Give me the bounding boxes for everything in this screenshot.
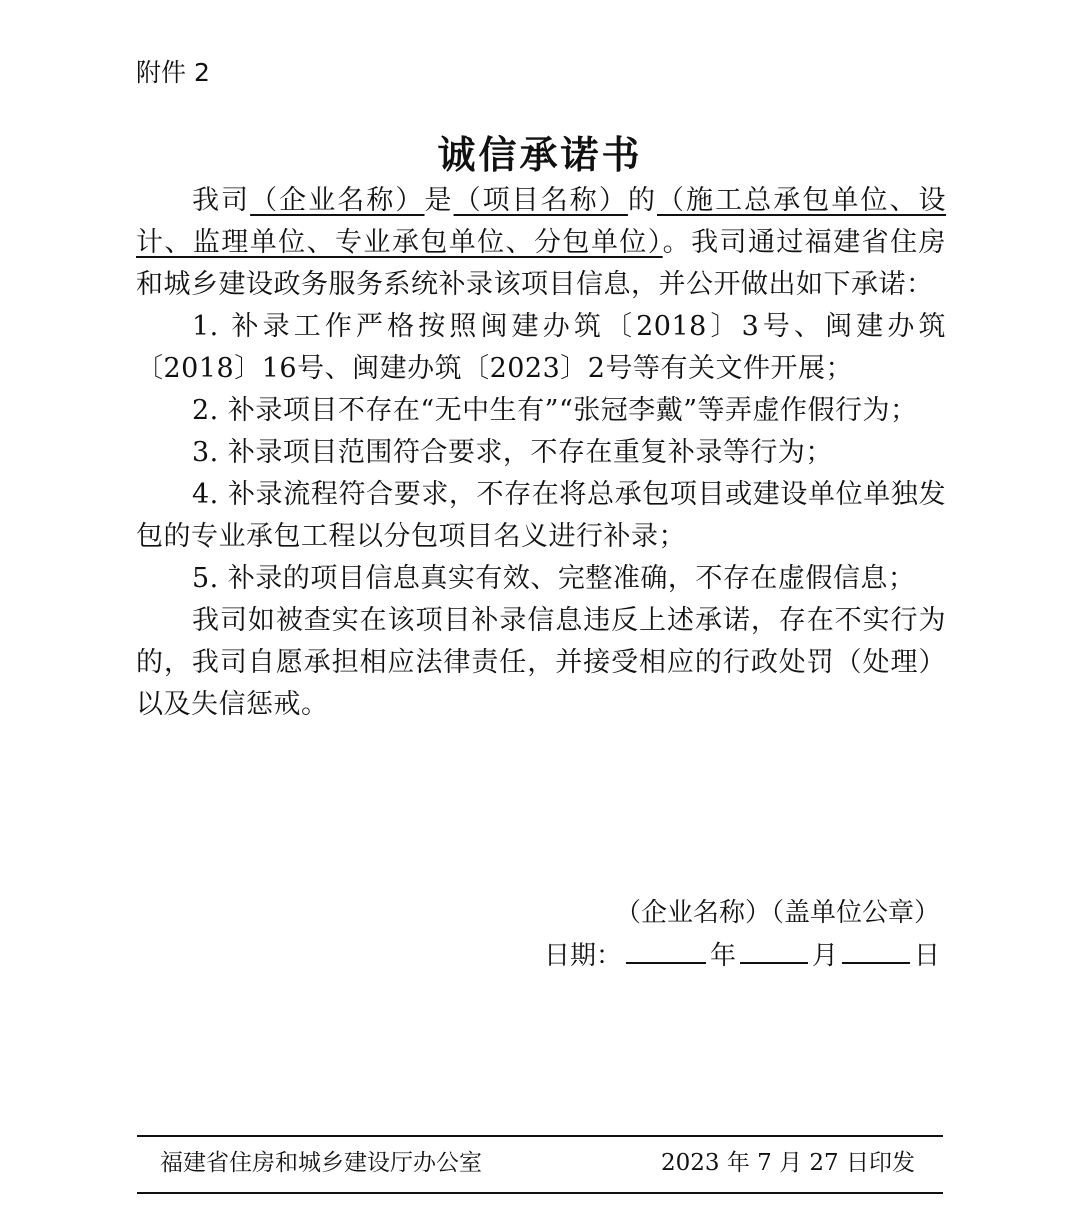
- intro-is: 是: [424, 185, 454, 216]
- footer-issuer: 福建省住房和城乡建设厅办公室: [160, 1150, 482, 1176]
- document-body: [136, 180, 946, 726]
- date-label: 日期：: [543, 941, 622, 971]
- commitment-item-5: 5. 补录的项目信息真实有效、完整准确，不存在虚假信息；: [192, 563, 916, 594]
- company-seal-line: （企业名称）（盖单位公章）: [614, 898, 940, 928]
- year-blank: [626, 934, 706, 964]
- footer-bottom-rule: [137, 1192, 943, 1194]
- day-label: 日: [913, 941, 940, 971]
- company-name-placeholder: （企业名称）: [250, 185, 425, 216]
- commitment-item-4: 4. 补录流程符合要求，不存在将总承包项目或建设单位单独发包的专业承包工程以分包项目名义进行补录；: [136, 479, 946, 552]
- month-blank: [740, 934, 808, 964]
- commitment-item-1: 1. 补录工作严格按照闽建办筑〔2018〕3号、闽建办筑〔2018〕16号、闽建办筑〔2023〕2号等有关文件开展；: [136, 311, 946, 384]
- project-name-placeholder: （项目名称）: [453, 185, 628, 216]
- signature-block: [544, 892, 940, 977]
- year-label: 年: [709, 941, 736, 971]
- commitment-item-3: 3. 补录项目范围符合要求，不存在重复补录等行为；: [192, 437, 833, 468]
- intro-paragraph: [136, 180, 946, 306]
- intro-of: 的: [627, 185, 657, 216]
- closing-paragraph: 我司如被查实在该项目补录信息违反上述承诺，存在不实行为的，我司自愿承担相应法律责任，并接受相应的行政处罚（处理）以及失信惩戒。: [136, 605, 946, 720]
- footer-issue-date: 2023 年 7 月 27 日印发: [661, 1150, 915, 1176]
- footer-top-rule: [137, 1135, 943, 1137]
- day-blank: [842, 934, 910, 964]
- document-title: 诚信承诺书: [437, 132, 643, 177]
- intro-lead: 我司: [192, 185, 251, 216]
- date-line: [544, 934, 940, 977]
- roles-placeholder: （施工总承包单位、设计、监理单位、专业承包单位、分包单位）: [136, 185, 947, 258]
- commitment-item-2: 2. 补录项目不存在“无中生有”“张冠李戴”等弄虚作假行为；: [192, 395, 918, 426]
- intro-rest: 。我司通过福建省住房和城乡建设政务服务系统补录该项目信息，并公开做出如下承诺：: [136, 227, 947, 300]
- attachment-label: 附件 2: [136, 58, 210, 87]
- month-label: 月: [811, 941, 838, 971]
